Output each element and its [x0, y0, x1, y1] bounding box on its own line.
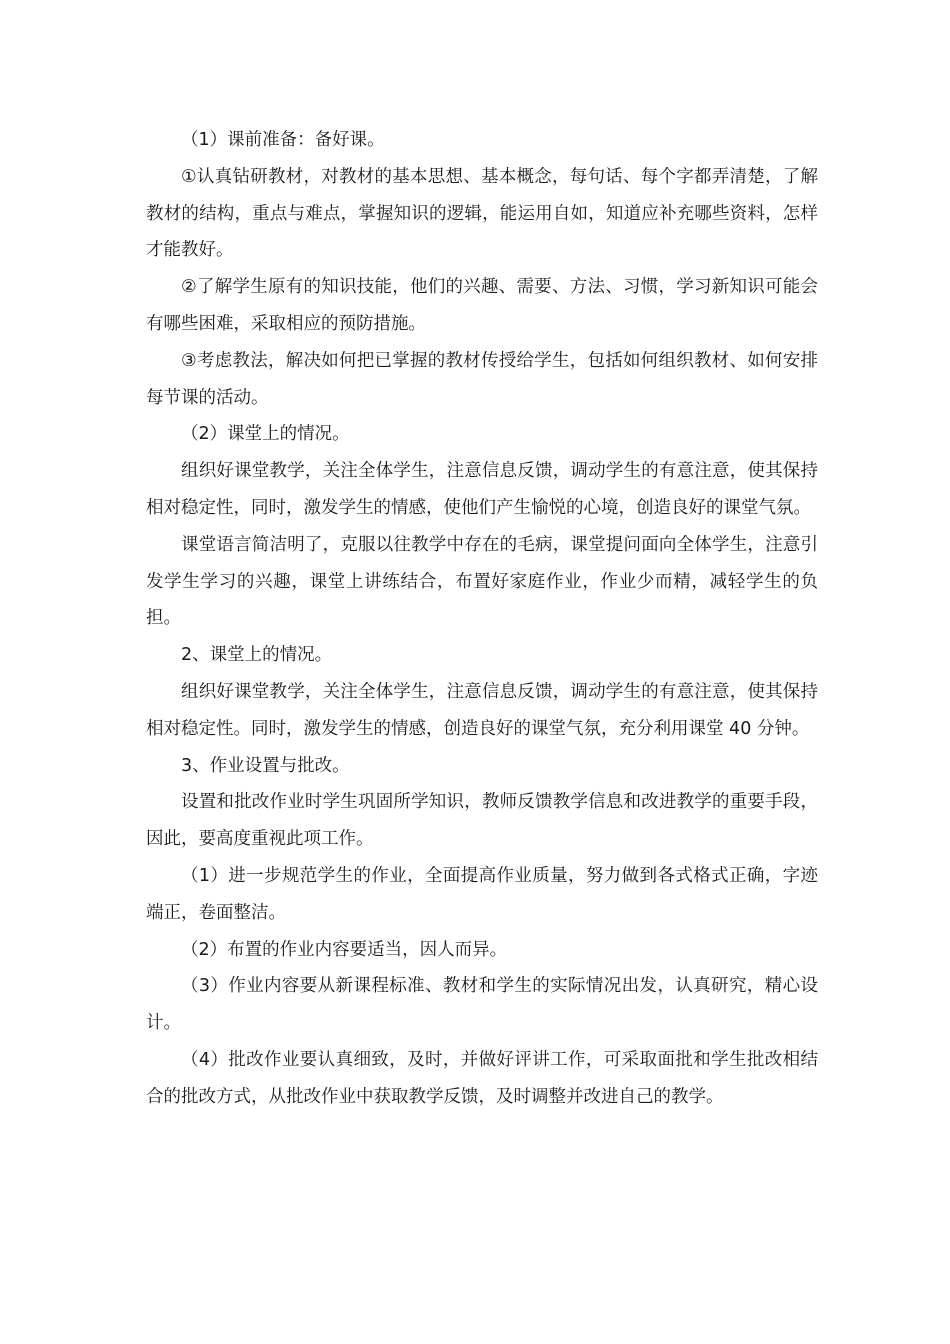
paragraph: （1）课前准备：备好课。 — [181, 130, 385, 150]
paragraph: ①认真钻研教材，对教材的基本思想、基本概念，每句话、每个字都弄清楚，了解教材的结构，重点与难点，掌握知识的逻辑，能运用自如，知道应补充哪些资料，怎样才能教好。 — [146, 166, 818, 261]
paragraph: 3、作业设置与批改。 — [181, 755, 350, 776]
paragraph: 设置和批改作业时学生巩固所学知识，教师反馈教学信息和改进教学的重要手段，因此，要高度重视此项工作。 — [146, 792, 818, 850]
paragraph: （2）布置的作业内容要适当，因人而异。 — [181, 939, 508, 960]
paragraph: 组织好课堂教学，关注全体学生，注意信息反馈，调动学生的有意注意，使其保持相对稳定性。同时，激发学生的情感，创造良好的课堂气氛，充分利用课堂 40 分钟。 — [146, 681, 818, 739]
paragraph: （1）进一步规范学生的作业，全面提高作业质量，努力做到各式格式正确，字迹端正，卷面整洁。 — [146, 865, 818, 923]
paragraph: 2、课堂上的情况。 — [181, 645, 333, 666]
paragraph: （2）课堂上的情况。 — [181, 424, 350, 445]
paragraph: ②了解学生原有的知识技能，他们的兴趣、需要、方法、习惯，学习新知识可能会有哪些困难，采取相应的预防措施。 — [146, 277, 818, 334]
paragraph: 课堂语言简洁明了，克服以往教学中存在的毛病，课堂提问面向全体学生，注意引发学生学习的兴趣，课堂上讲练结合，布置好家庭作业，作业少而精，减轻学生的负担。 — [146, 534, 818, 629]
paragraph: （3）作业内容要从新课程标准、教材和学生的实际情况出发，认真研究，精心设计。 — [146, 976, 818, 1034]
paragraph: 组织好课堂教学，关注全体学生，注意信息反馈，调动学生的有意注意，使其保持相对稳定性，同时，激发学生的情感，使他们产生愉悦的心境，创造良好的课堂气氛。 — [146, 461, 818, 518]
paragraph: ③考虑教法，解决如何把已掌握的教材传授给学生，包括如何组织教材、如何安排每节课的活动。 — [146, 350, 818, 408]
document-page — [146, 122, 818, 1116]
paragraph: （4）批改作业要认真细致，及时，并做好评讲工作，可采取面批和学生批改相结合的批改方式，从批改作业中获取教学反馈，及时调整并改进自己的教学。 — [146, 1049, 818, 1107]
